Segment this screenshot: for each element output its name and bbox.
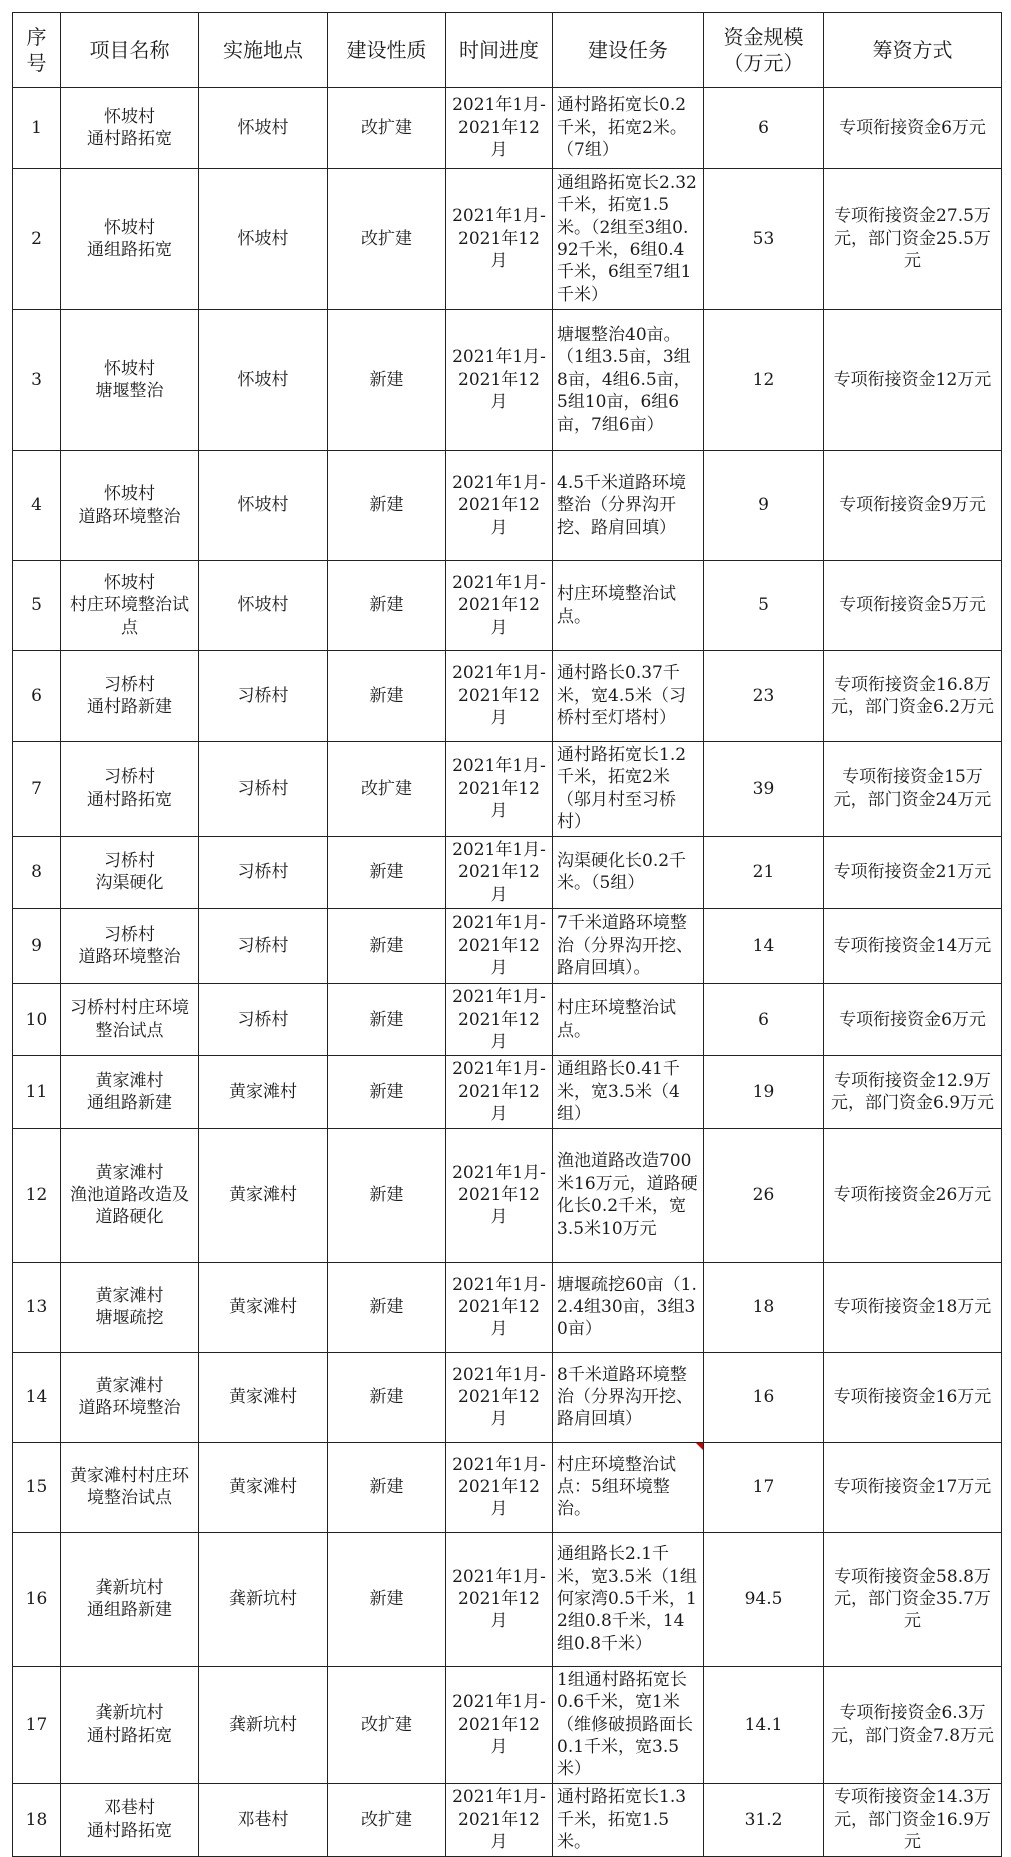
location-cell: 怀坡村 <box>199 169 328 310</box>
location-cell: 龚新坑村 <box>199 1666 328 1783</box>
time-progress-cell: 2021年1月- 2021年12月 <box>446 88 553 169</box>
row-number-cell: 6 <box>13 651 61 742</box>
fund-amount-cell: 31.2 <box>704 1783 824 1856</box>
construction-nature-cell: 新建 <box>328 1056 446 1128</box>
row-number-cell: 17 <box>13 1666 61 1783</box>
fund-amount-cell: 9 <box>704 451 824 561</box>
time-progress-cell: 2021年1月- 2021年12月 <box>446 310 553 451</box>
table-row <box>13 1128 1002 1262</box>
row-number-cell: 16 <box>13 1532 61 1666</box>
fund-amount-cell: 12 <box>704 310 824 451</box>
table-row <box>13 88 1002 169</box>
table-row <box>13 310 1002 451</box>
funding-method-cell: 专项衔接资金12万元 <box>824 310 1002 451</box>
funding-method-cell: 专项衔接资金6万元 <box>824 984 1002 1056</box>
table-row <box>13 1532 1002 1666</box>
project-name-cell: 怀坡村 通组路拓宽 <box>61 169 199 310</box>
construction-nature-cell: 新建 <box>328 836 446 908</box>
table-row <box>13 1783 1002 1856</box>
time-progress-cell: 2021年1月- 2021年12月 <box>446 909 553 984</box>
construction-task-cell: 渔池道路改造700米16万元，道路硬化长0.2千米，宽3.5米10万元 <box>553 1128 704 1262</box>
project-name-cell: 习桥村 道路环境整治 <box>61 909 199 984</box>
table-row <box>13 836 1002 908</box>
project-name-cell: 黄家滩村村庄环境整治试点 <box>61 1442 199 1532</box>
funding-method-cell: 专项衔接资金17万元 <box>824 1442 1002 1532</box>
row-number-cell: 13 <box>13 1262 61 1352</box>
header-place: 实施地点 <box>199 13 328 88</box>
construction-task-cell: 通组路拓宽长2.32千米，拓宽1.5米。（2组至3组0.92千米，6组0.4千米，6组至7组1千米） <box>553 169 704 310</box>
project-name-cell: 怀坡村 塘堰整治 <box>61 310 199 451</box>
time-progress-cell: 2021年1月- 2021年12月 <box>446 1666 553 1783</box>
project-name-cell: 黄家滩村 渔池道路改造及道路硬化 <box>61 1128 199 1262</box>
header-name: 项目名称 <box>61 13 199 88</box>
time-progress-cell: 2021年1月- 2021年12月 <box>446 1056 553 1128</box>
construction-task-cell: 7千米道路环境整治（分界沟开挖、路肩回填）。 <box>553 909 704 984</box>
location-cell: 习桥村 <box>199 909 328 984</box>
location-cell: 黄家滩村 <box>199 1352 328 1442</box>
project-name-cell: 黄家滩村 通组路新建 <box>61 1056 199 1128</box>
fund-amount-cell: 14 <box>704 909 824 984</box>
row-number-cell: 1 <box>13 88 61 169</box>
location-cell: 怀坡村 <box>199 561 328 651</box>
fund-amount-cell: 26 <box>704 1128 824 1262</box>
project-table <box>12 12 1002 1857</box>
funding-method-cell: 专项衔接资金26万元 <box>824 1128 1002 1262</box>
project-name-cell: 龚新坑村 通村路拓宽 <box>61 1666 199 1783</box>
construction-nature-cell: 改扩建 <box>328 1783 446 1856</box>
location-cell: 黄家滩村 <box>199 1056 328 1128</box>
comment-marker-icon <box>696 1443 703 1450</box>
fund-amount-cell: 5 <box>704 561 824 651</box>
project-name-cell: 黄家滩村 塘堰疏挖 <box>61 1262 199 1352</box>
funding-method-cell: 专项衔接资金16.8万元，部门资金6.2万元 <box>824 651 1002 742</box>
construction-nature-cell: 新建 <box>328 984 446 1056</box>
construction-nature-cell: 新建 <box>328 909 446 984</box>
construction-nature-cell: 新建 <box>328 1128 446 1262</box>
time-progress-cell: 2021年1月- 2021年12月 <box>446 169 553 310</box>
funding-method-cell: 专项衔接资金15万元，部门资金24万元 <box>824 742 1002 837</box>
time-progress-cell: 2021年1月- 2021年12月 <box>446 1532 553 1666</box>
construction-task-cell: 沟渠硬化长0.2千米。（5组） <box>553 836 704 908</box>
construction-task-cell: 村庄环境整治试点：5组环境整治。 <box>553 1442 704 1532</box>
row-number-cell: 4 <box>13 451 61 561</box>
time-progress-cell: 2021年1月- 2021年12月 <box>446 1783 553 1856</box>
project-name-cell: 习桥村 通村路新建 <box>61 651 199 742</box>
row-number-cell: 18 <box>13 1783 61 1856</box>
location-cell: 黄家滩村 <box>199 1442 328 1532</box>
funding-method-cell: 专项衔接资金9万元 <box>824 451 1002 561</box>
project-name-cell: 习桥村村庄环境整治试点 <box>61 984 199 1056</box>
funding-method-cell: 专项衔接资金18万元 <box>824 1262 1002 1352</box>
construction-nature-cell: 新建 <box>328 1532 446 1666</box>
fund-amount-cell: 18 <box>704 1262 824 1352</box>
project-name-cell: 怀坡村 通村路拓宽 <box>61 88 199 169</box>
table-row <box>13 1056 1002 1128</box>
construction-task-cell: 1组通村路拓宽长0.6千米，宽1米（维修破损路面长0.1千米，宽3.5米） <box>553 1666 704 1783</box>
construction-nature-cell: 新建 <box>328 1442 446 1532</box>
project-name-cell: 怀坡村 村庄环境整治试点 <box>61 561 199 651</box>
construction-nature-cell: 改扩建 <box>328 169 446 310</box>
header-time: 时间进度 <box>446 13 553 88</box>
location-cell: 习桥村 <box>199 651 328 742</box>
location-cell: 习桥村 <box>199 742 328 837</box>
row-number-cell: 7 <box>13 742 61 837</box>
table-row <box>13 451 1002 561</box>
row-number-cell: 14 <box>13 1352 61 1442</box>
construction-nature-cell: 改扩建 <box>328 742 446 837</box>
funding-method-cell: 专项衔接资金27.5万元，部门资金25.5万元 <box>824 169 1002 310</box>
funding-method-cell: 专项衔接资金6.3万元，部门资金7.8万元 <box>824 1666 1002 1783</box>
time-progress-cell: 2021年1月- 2021年12月 <box>446 561 553 651</box>
row-number-cell: 10 <box>13 984 61 1056</box>
project-name-cell: 邓巷村 通村路拓宽 <box>61 1783 199 1856</box>
construction-nature-cell: 新建 <box>328 1262 446 1352</box>
construction-nature-cell: 改扩建 <box>328 88 446 169</box>
construction-task-cell: 塘堰疏挖60亩（1.2.4组30亩，3组30亩） <box>553 1262 704 1352</box>
construction-nature-cell: 新建 <box>328 451 446 561</box>
fund-amount-cell: 17 <box>704 1442 824 1532</box>
location-cell: 怀坡村 <box>199 451 328 561</box>
funding-method-cell: 专项衔接资金21万元 <box>824 836 1002 908</box>
time-progress-cell: 2021年1月- 2021年12月 <box>446 651 553 742</box>
fund-amount-cell: 53 <box>704 169 824 310</box>
project-name-cell: 怀坡村 道路环境整治 <box>61 451 199 561</box>
time-progress-cell: 2021年1月- 2021年12月 <box>446 836 553 908</box>
table-row <box>13 742 1002 837</box>
fund-amount-cell: 94.5 <box>704 1532 824 1666</box>
construction-task-cell: 通组路长0.41千米，宽3.5米（4组） <box>553 1056 704 1128</box>
funding-method-cell: 专项衔接资金12.9万元，部门资金6.9万元 <box>824 1056 1002 1128</box>
project-name-cell: 黄家滩村 道路环境整治 <box>61 1352 199 1442</box>
row-number-cell: 3 <box>13 310 61 451</box>
location-cell: 龚新坑村 <box>199 1532 328 1666</box>
row-number-cell: 15 <box>13 1442 61 1532</box>
construction-task-cell: 通组路长2.1千米，宽3.5米（1组何家湾0.5千米，12组0.8千米，14组0.8千米） <box>553 1532 704 1666</box>
location-cell: 习桥村 <box>199 836 328 908</box>
fund-amount-cell: 21 <box>704 836 824 908</box>
table-row <box>13 1442 1002 1532</box>
location-cell: 怀坡村 <box>199 310 328 451</box>
time-progress-cell: 2021年1月- 2021年12月 <box>446 1262 553 1352</box>
funding-method-cell: 专项衔接资金5万元 <box>824 561 1002 651</box>
table-body <box>13 88 1002 1857</box>
construction-nature-cell: 新建 <box>328 310 446 451</box>
fund-amount-cell: 6 <box>704 984 824 1056</box>
row-number-cell: 9 <box>13 909 61 984</box>
table-row <box>13 651 1002 742</box>
header-nature: 建设性质 <box>328 13 446 88</box>
fund-amount-cell: 39 <box>704 742 824 837</box>
row-number-cell: 11 <box>13 1056 61 1128</box>
row-number-cell: 12 <box>13 1128 61 1262</box>
construction-task-cell: 8千米道路环境整治（分界沟开挖、路肩回填） <box>553 1352 704 1442</box>
project-name-cell: 习桥村 通村路拓宽 <box>61 742 199 837</box>
construction-task-cell: 通村路长0.37千米，宽4.5米（习桥村至灯塔村） <box>553 651 704 742</box>
location-cell: 黄家滩村 <box>199 1262 328 1352</box>
construction-task-cell: 村庄环境整治试点。 <box>553 561 704 651</box>
project-name-cell: 习桥村 沟渠硬化 <box>61 836 199 908</box>
time-progress-cell: 2021年1月- 2021年12月 <box>446 984 553 1056</box>
funding-method-cell: 专项衔接资金14万元 <box>824 909 1002 984</box>
construction-nature-cell: 新建 <box>328 651 446 742</box>
header-task: 建设任务 <box>553 13 704 88</box>
project-name-cell: 龚新坑村 通组路新建 <box>61 1532 199 1666</box>
row-number-cell: 5 <box>13 561 61 651</box>
header-no: 序号 <box>13 13 61 88</box>
header-row <box>13 13 1002 88</box>
construction-task-cell: 村庄环境整治试点。 <box>553 984 704 1056</box>
location-cell: 黄家滩村 <box>199 1128 328 1262</box>
time-progress-cell: 2021年1月- 2021年12月 <box>446 1442 553 1532</box>
fund-amount-cell: 19 <box>704 1056 824 1128</box>
location-cell: 邓巷村 <box>199 1783 328 1856</box>
row-number-cell: 8 <box>13 836 61 908</box>
location-cell: 习桥村 <box>199 984 328 1056</box>
time-progress-cell: 2021年1月- 2021年12月 <box>446 742 553 837</box>
construction-nature-cell: 改扩建 <box>328 1666 446 1783</box>
table-row <box>13 1666 1002 1783</box>
header-amount: 资金规模（万元） <box>704 13 824 88</box>
funding-method-cell: 专项衔接资金6万元 <box>824 88 1002 169</box>
table-row <box>13 1262 1002 1352</box>
funding-method-cell: 专项衔接资金58.8万元，部门资金35.7万元 <box>824 1532 1002 1666</box>
construction-task-cell: 通村路拓宽长0.2千米，拓宽2米。（7组） <box>553 88 704 169</box>
header-funding: 筹资方式 <box>824 13 1002 88</box>
row-number-cell: 2 <box>13 169 61 310</box>
funding-method-cell: 专项衔接资金16万元 <box>824 1352 1002 1442</box>
table-row <box>13 984 1002 1056</box>
fund-amount-cell: 23 <box>704 651 824 742</box>
time-progress-cell: 2021年1月- 2021年12月 <box>446 451 553 561</box>
construction-nature-cell: 新建 <box>328 1352 446 1442</box>
construction-nature-cell: 新建 <box>328 561 446 651</box>
table-row <box>13 561 1002 651</box>
fund-amount-cell: 14.1 <box>704 1666 824 1783</box>
funding-method-cell: 专项衔接资金14.3万元，部门资金16.9万元 <box>824 1783 1002 1856</box>
fund-amount-cell: 6 <box>704 88 824 169</box>
table-row <box>13 909 1002 984</box>
fund-amount-cell: 16 <box>704 1352 824 1442</box>
construction-task-cell: 通村路拓宽长1.2千米，拓宽2米（邬月村至习桥村） <box>553 742 704 837</box>
table-row <box>13 169 1002 310</box>
table-row <box>13 1352 1002 1442</box>
construction-task-cell: 4.5千米道路环境整治（分界沟开挖、路肩回填） <box>553 451 704 561</box>
time-progress-cell: 2021年1月- 2021年12月 <box>446 1128 553 1262</box>
construction-task-cell: 通村路拓宽长1.3千米，拓宽1.5米。 <box>553 1783 704 1856</box>
location-cell: 怀坡村 <box>199 88 328 169</box>
construction-task-cell: 塘堰整治40亩。（1组3.5亩，3组8亩，4组6.5亩，5组10亩，6组6亩，7组6亩） <box>553 310 704 451</box>
time-progress-cell: 2021年1月- 2021年12月 <box>446 1352 553 1442</box>
